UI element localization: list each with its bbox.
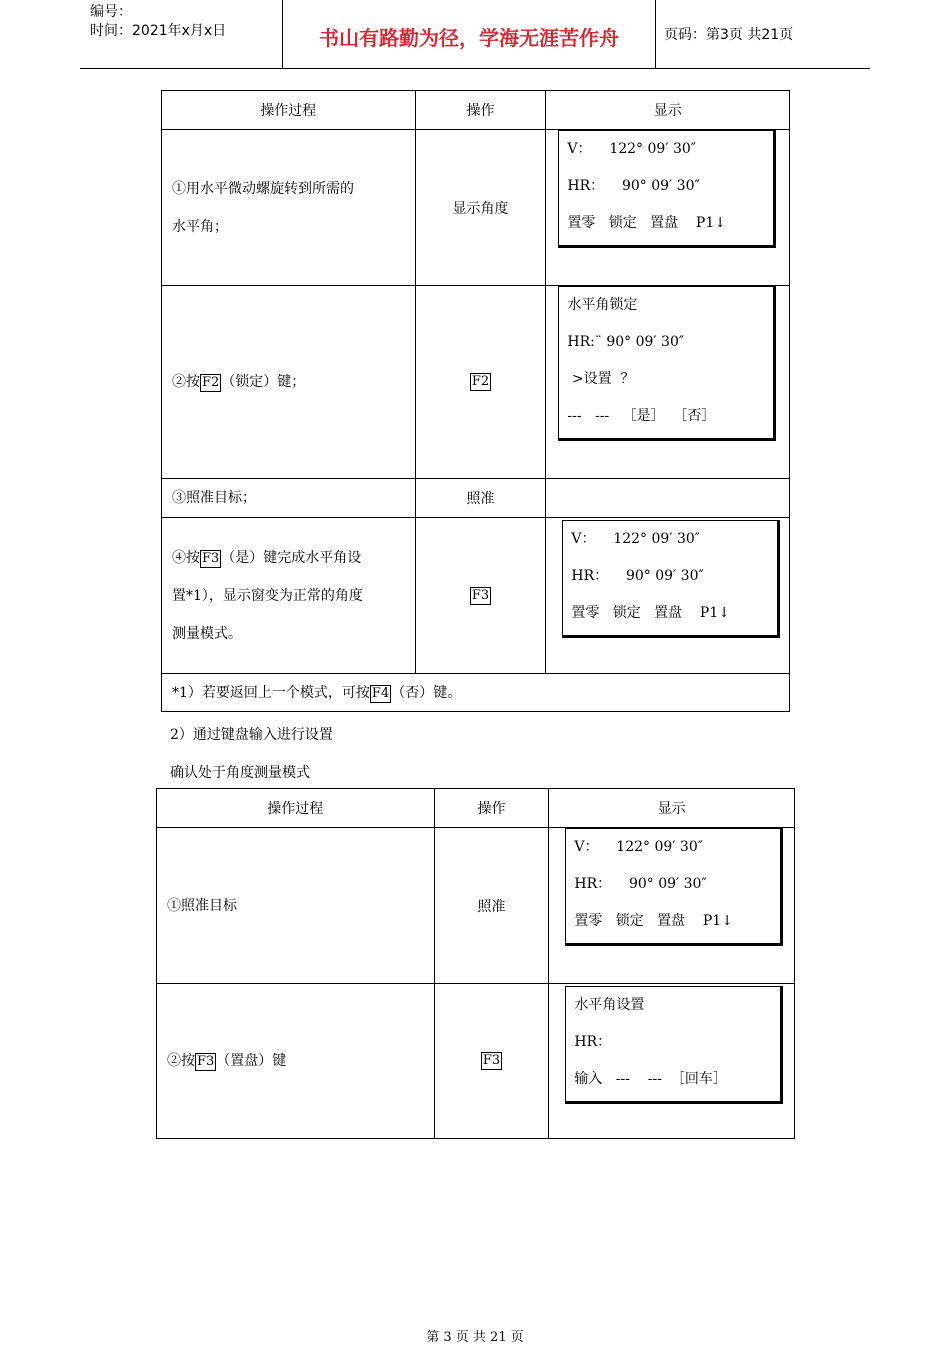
display-cell	[549, 984, 795, 1139]
col-header-display: 显示	[549, 789, 795, 828]
section-subtitle: 确认处于角度测量模式	[170, 765, 310, 781]
lcd-display: V： 122° 09′ 30″ HR： 90° 09′ 30″ 置零 锁定 置盘 P1↓	[562, 520, 780, 638]
lcd-display: V： 122° 09′ 30″ HR： 90° 09′ 30″ 置零 锁定 置盘 P1↓	[558, 130, 776, 248]
col-header-process: 操作过程	[162, 91, 416, 130]
f3-key-icon: F3	[197, 1054, 215, 1069]
lcd-display: 水平角设置 HR： 输入 --- --- ［回车］	[565, 986, 783, 1104]
operation-table-2	[156, 788, 795, 1139]
table-row	[162, 286, 790, 479]
table-row	[162, 518, 790, 674]
f3-key-icon: F3	[482, 1053, 501, 1068]
f2-key-icon: F2	[471, 374, 490, 389]
lcd-display: 水平角锁定 HR:¨ 90° 09′ 30″ >设置 ？ --- --- ［是］ ［否］	[558, 286, 776, 441]
display-cell	[546, 518, 790, 674]
header-page-info: 页码：第3页 共21页	[664, 27, 794, 43]
process-cell: ①照准目标	[157, 828, 435, 984]
table-row	[157, 984, 795, 1139]
display-cell	[546, 130, 790, 286]
table-note-row	[162, 674, 790, 712]
table2-header-row	[157, 789, 795, 828]
time-label: 时间：2021年x月x日	[90, 23, 227, 39]
table-row	[162, 130, 790, 286]
operation-cell	[415, 518, 546, 674]
operation-table-1	[161, 90, 790, 712]
process-cell: ④按 F3 （是）键完成水平角设 置*1），显示窗变为正常的角度 测量模式。	[162, 518, 416, 674]
header-motto: 书山有路勤为径，学海无涯苦作舟	[319, 26, 619, 50]
f4-key-icon: F4	[371, 686, 390, 701]
process-cell: ①用水平微动螺旋转到所需的 水平角；	[162, 130, 416, 286]
process-cell: ③照准目标；	[162, 479, 416, 518]
f3-key-icon: F3	[471, 587, 490, 603]
operation-cell	[434, 984, 549, 1139]
page-header	[80, 0, 870, 69]
header-motto-box	[282, 0, 656, 68]
col-header-operation: 操作	[434, 789, 549, 828]
note-cell: *1）若要返回上一个模式，可按 F4 （否）键。	[162, 674, 790, 712]
table1-header-row	[162, 91, 790, 130]
col-header-operation: 操作	[415, 91, 546, 130]
table-row	[157, 828, 795, 984]
process-cell: ②按 F2 （锁定）键；	[162, 286, 416, 479]
section-title: 2）通过键盘输入进行设置	[170, 727, 333, 743]
page-footer: 第 3 页 共 21 页	[426, 1330, 524, 1345]
f3-key-icon: F3	[202, 550, 220, 566]
operation-cell	[415, 286, 546, 479]
table-row	[162, 479, 790, 518]
number-label: 编号：	[90, 4, 132, 20]
lcd-display: V： 122° 09′ 30″ HR： 90° 09′ 30″ 置零 锁定 置盘 P1↓	[565, 828, 783, 946]
process-cell: ②按 F3 （置盘）键	[157, 984, 435, 1139]
operation-cell: 显示角度	[415, 130, 546, 286]
display-cell	[546, 286, 790, 479]
display-cell	[546, 479, 790, 518]
col-header-display: 显示	[546, 91, 790, 130]
operation-cell: 照准	[415, 479, 546, 518]
display-cell	[549, 828, 795, 984]
header-meta	[80, 0, 282, 68]
f2-key-icon: F2	[202, 375, 220, 390]
col-header-process: 操作过程	[157, 789, 435, 828]
operation-cell: 照准	[434, 828, 549, 984]
